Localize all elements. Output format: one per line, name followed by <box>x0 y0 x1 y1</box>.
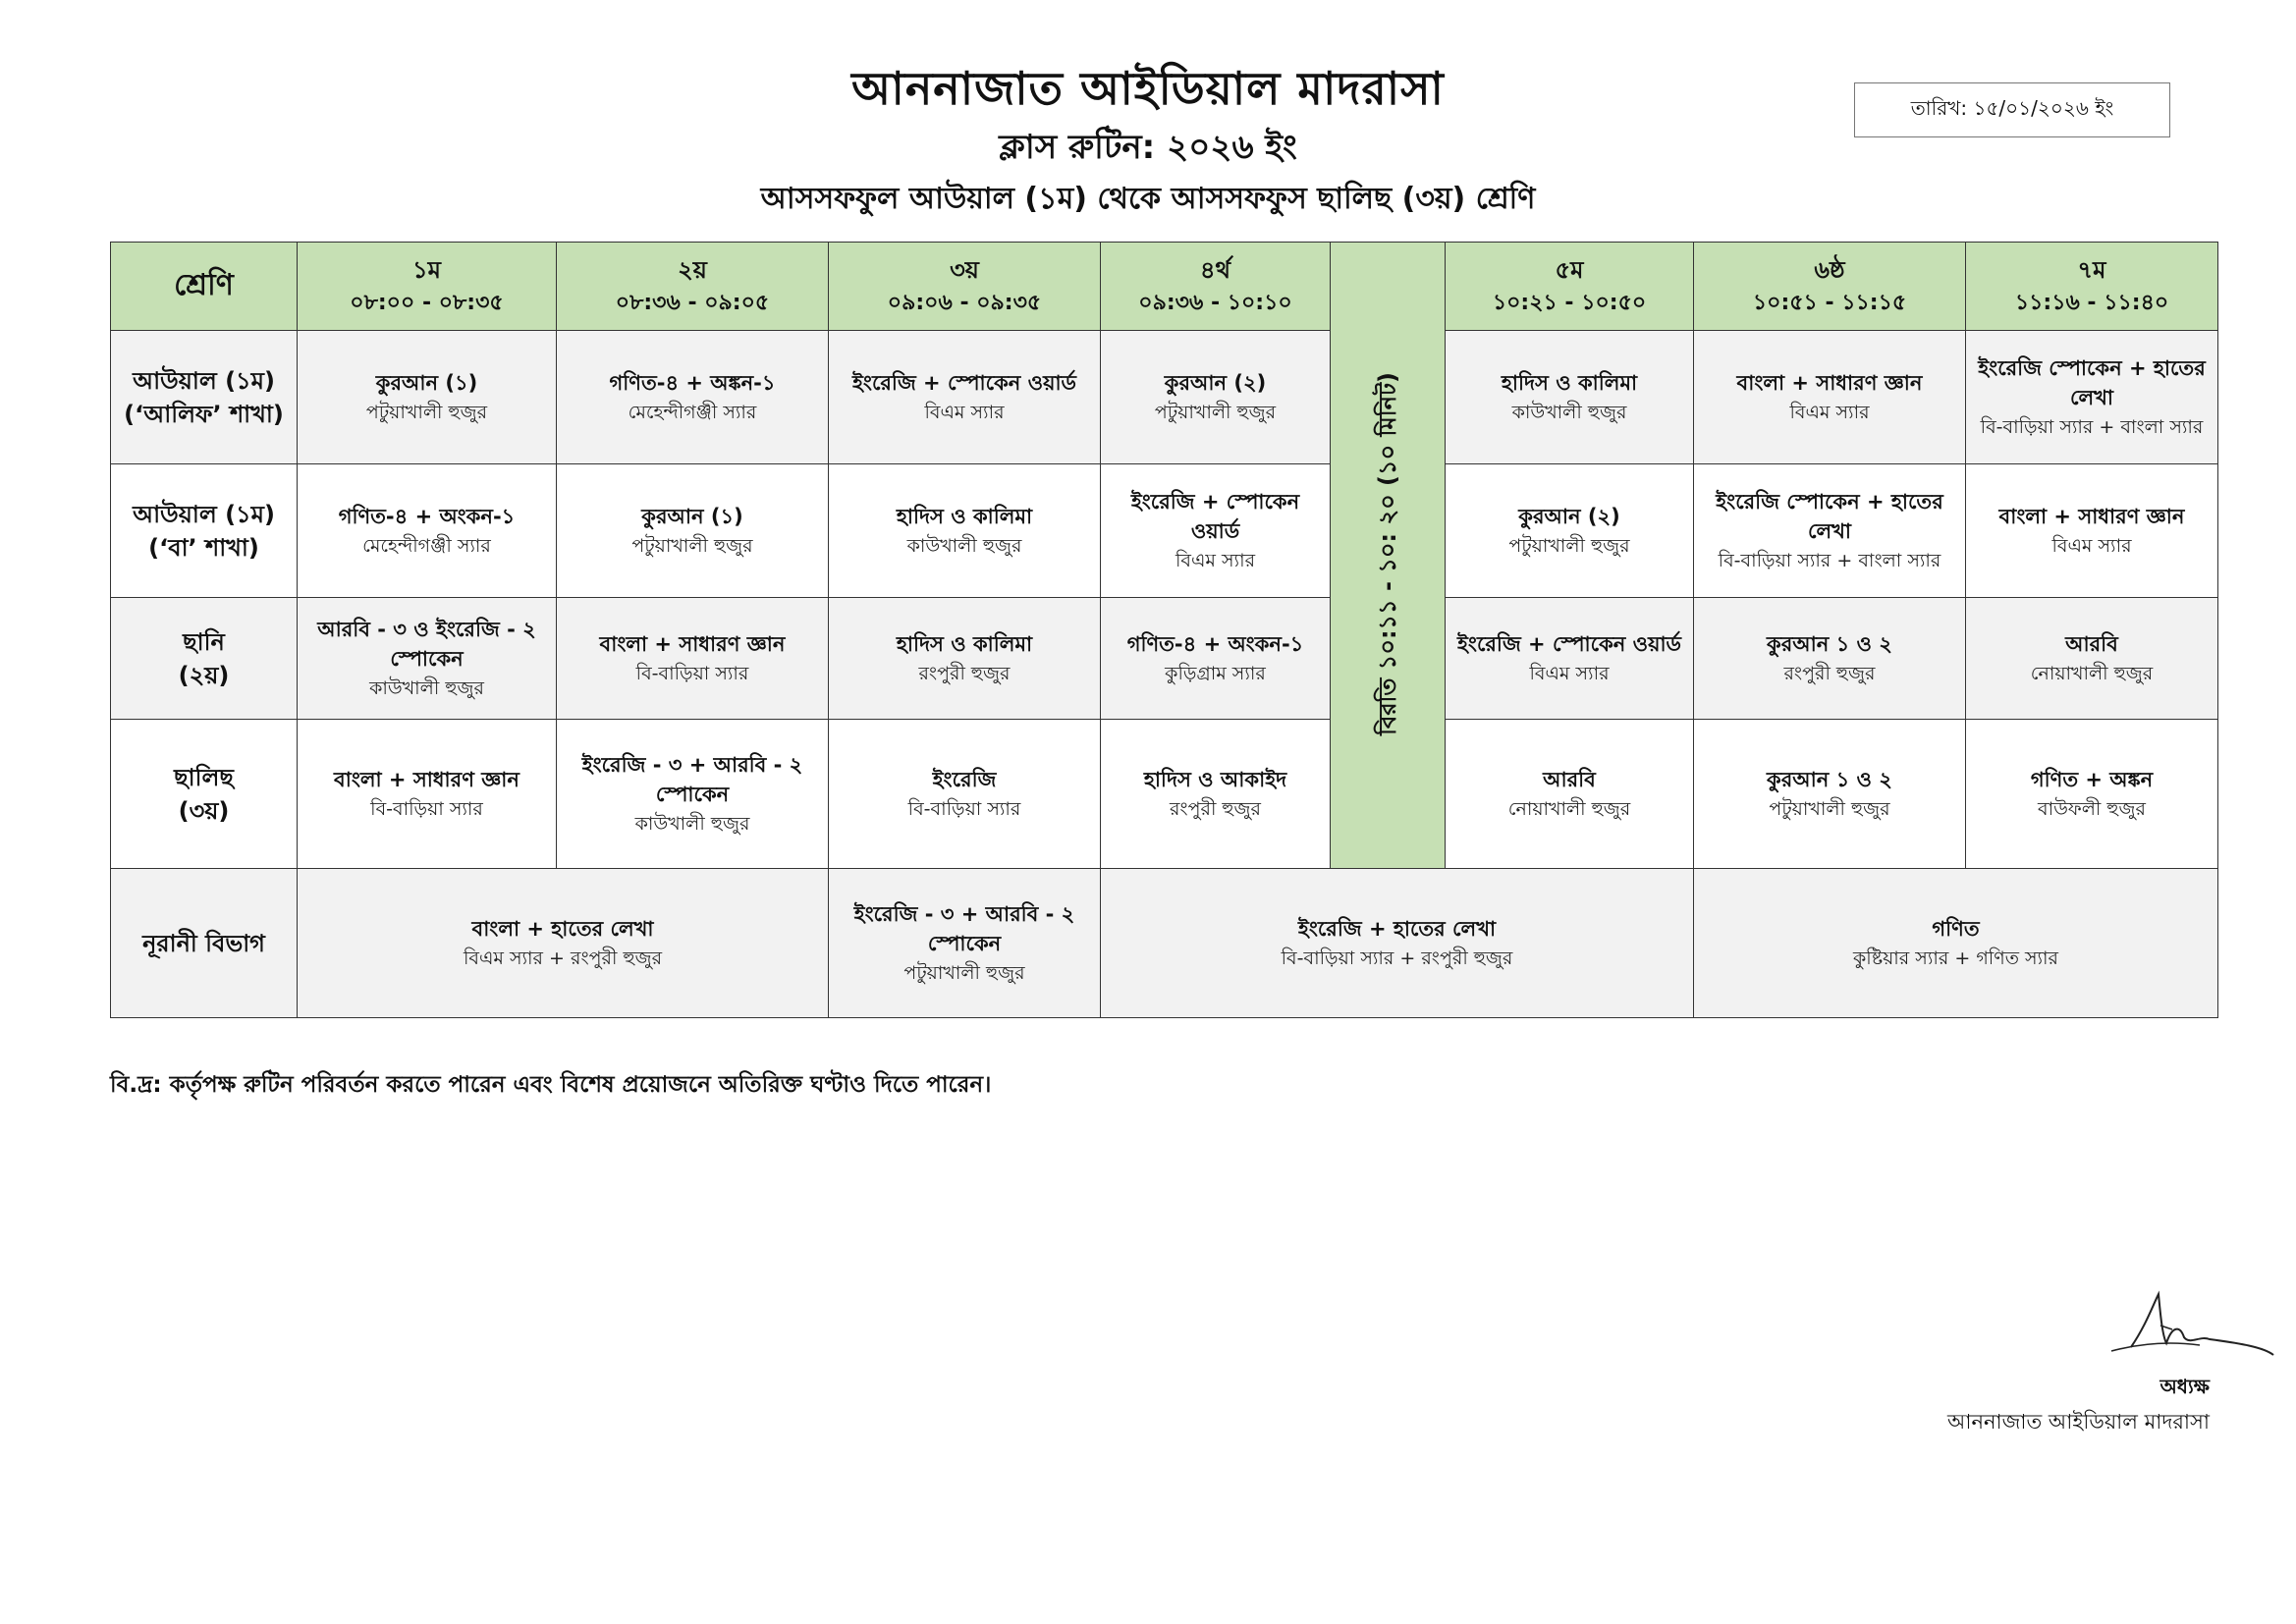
subject: গণিত-৪ + অংকন-১ <box>1126 631 1304 656</box>
class-header: শ্রেণি <box>174 268 234 302</box>
row-label-cell <box>111 720 298 869</box>
teacher: বিএম স্যার <box>2051 534 2132 557</box>
subject: কুরআন ১ ও ২ <box>1767 631 1892 656</box>
row-label: ছানি <box>183 627 225 656</box>
teacher: নোয়াখালী হুজুর <box>1507 797 1631 820</box>
subject: ইংরেজি + হাতের লেখা <box>1297 916 1497 941</box>
teacher: রংপুরী হুজুর <box>918 662 1011 684</box>
teacher: বিএম স্যার <box>924 401 1005 423</box>
teacher: কুড়িগ্রাম স্যার <box>1165 662 1266 684</box>
period-time: ০৮:০০ - ০৮:৩৫ <box>350 290 504 315</box>
teacher: পটুয়াখালী হুজুর <box>1154 401 1277 423</box>
subject: ইংরেজি + স্পোকেন ওয়ার্ড <box>1456 631 1681 656</box>
schedule-cell <box>1446 464 1694 598</box>
teacher: পটুয়াখালী হুজুর <box>365 401 488 423</box>
row-sublabel: (৩য়) <box>178 796 230 825</box>
schedule-cell <box>1694 598 1966 720</box>
table-row <box>111 464 2218 598</box>
subject: ইংরেজি স্পোকেন + হাতের লেখা <box>1978 355 2206 409</box>
teacher: বাউফলী হুজুর <box>2038 797 2146 820</box>
subject: হাদিস ও কালিমা <box>896 631 1033 656</box>
period-name: ৪র্থ <box>1199 255 1231 284</box>
row-label-cell <box>111 869 298 1018</box>
table-row <box>111 598 2218 720</box>
page-title: আননাজাত আইডিয়াল মাদরাসা <box>851 62 1445 115</box>
schedule-cell <box>557 331 829 464</box>
schedule-cell <box>298 331 557 464</box>
subject: গণিত-৪ + অংকন-১ <box>338 504 516 528</box>
teacher: বি-বাড়িয়া স্যার + বাংলা স্যার <box>1718 549 1941 571</box>
schedule-cell <box>829 331 1101 464</box>
schedule-cell <box>298 464 557 598</box>
subject: কুরআন ১ ও ২ <box>1767 767 1892 791</box>
subject: ইংরেজি + স্পোকেন ওয়ার্ড <box>851 370 1076 395</box>
schedule-cell <box>1101 464 1331 598</box>
teacher: বি-বাড়িয়া স্যার <box>635 662 749 684</box>
period-header-1 <box>298 243 557 331</box>
subject: বাংলা + সাধারণ জ্ঞান <box>1998 504 2185 528</box>
break-label: বিরতি ১০:১১ - ১০: ২০ (১০ মিনিট) <box>1374 371 1401 735</box>
period-header-2 <box>557 243 829 331</box>
teacher: বিএম স্যার <box>1175 549 1256 571</box>
schedule-cell <box>557 464 829 598</box>
teacher: নোয়াখালী হুজুর <box>2030 662 2154 684</box>
header-row <box>111 243 2218 331</box>
teacher: পটুয়াখালী হুজুর <box>1769 797 1890 820</box>
schedule-cell <box>1101 331 1331 464</box>
schedule-cell <box>298 720 557 869</box>
teacher: পটুয়াখালী হুজুর <box>631 534 753 557</box>
schedule-cell <box>1694 869 2218 1018</box>
subject: গণিত-৪ + অঙ্কন-১ <box>609 370 776 395</box>
table-row <box>111 720 2218 869</box>
subject: আরবি <box>2065 631 2118 656</box>
subject: হাদিস ও কালিমা <box>896 504 1033 528</box>
date-box <box>1854 82 2170 137</box>
row-sublabel: (‘আলিফ’ শাখা) <box>124 400 284 428</box>
teacher: মেহেন্দীগঞ্জী স্যার <box>362 534 491 557</box>
period-header-6 <box>1694 243 1966 331</box>
period-header-7 <box>1966 243 2218 331</box>
subject: বাংলা + সাধারণ জ্ঞান <box>599 631 786 656</box>
period-name: ৩য় <box>950 255 979 284</box>
schedule-cell <box>1446 720 1694 869</box>
signature-role: অধ্যক্ষ <box>2159 1375 2210 1398</box>
schedule-cell <box>298 869 829 1018</box>
teacher: কুষ্টিয়ার স্যার + গণিত স্যার <box>1852 947 2059 969</box>
row-label: আউয়াল (১ম) <box>133 366 275 395</box>
row-label: আউয়াল (১ম) <box>133 500 275 528</box>
period-header-4 <box>1101 243 1331 331</box>
period-name: ৭ম <box>2077 255 2106 284</box>
subject: ইংরেজি + স্পোকেন ওয়ার্ড <box>1130 489 1300 543</box>
period-header-5 <box>1446 243 1694 331</box>
schedule-cell <box>829 464 1101 598</box>
teacher: বিএম স্যার <box>1529 662 1610 684</box>
teacher: বি-বাড়িয়া স্যার + বাংলা স্যার <box>1980 415 2204 438</box>
schedule-cell <box>557 720 829 869</box>
teacher: কাউখালী হুজুর <box>634 812 750 835</box>
period-time: ০৯:৩৬ - ১০:১০ <box>1138 290 1292 315</box>
period-time: ০৮:৩৬ - ০৯:০৫ <box>615 290 770 315</box>
row-label: নূরানী বিভাগ <box>142 929 265 957</box>
subject: আরবি <box>1543 767 1596 791</box>
subject: আরবি - ৩ ও ইংরেজি - ২ স্পোকেন <box>317 617 536 671</box>
subject: বাংলা + সাধারণ জ্ঞান <box>334 767 519 791</box>
teacher: বি-বাড়িয়া স্যার <box>370 797 483 820</box>
class-range-subtitle: আসসফফুল আউয়াল (১ম) থেকে আসসফফুস ছালিছ (৩য়) শ্রেণি <box>760 182 1536 216</box>
schedule-cell <box>829 720 1101 869</box>
schedule-cell <box>1101 720 1331 869</box>
period-header-3 <box>829 243 1101 331</box>
teacher: কাউখালী হুজুর <box>1511 401 1627 423</box>
schedule-cell <box>1694 464 1966 598</box>
table-row <box>111 331 2218 464</box>
period-name: ৫ম <box>1555 255 1584 284</box>
schedule-cell <box>1446 331 1694 464</box>
subject: কুরআন (২) <box>1518 504 1620 528</box>
break-column <box>1331 243 1446 869</box>
subject: ইংরেজি - ৩ + আরবি - ২ স্পোকেন <box>853 901 1075 955</box>
period-name: ৬ষ্ঠ <box>1814 255 1845 284</box>
schedule-cell <box>1694 331 1966 464</box>
schedule-cell <box>1966 598 2218 720</box>
subject: ইংরেজি <box>932 767 997 791</box>
period-time: ১১:১৬ - ১১:৪০ <box>2014 290 2169 315</box>
teacher: মেহেন্দীগঞ্জী স্যার <box>628 401 757 423</box>
subject: হাদিস ও আকাইদ <box>1143 767 1287 791</box>
teacher: কাউখালী হুজুর <box>906 534 1022 557</box>
teacher: বিএম স্যার <box>1789 401 1870 423</box>
schedule-cell <box>1966 331 2218 464</box>
row-sublabel: (‘বা’ শাখা) <box>148 533 259 562</box>
schedule-cell <box>1966 464 2218 598</box>
period-name: ১ম <box>412 255 441 284</box>
subject: হাদিস ও কালিমা <box>1501 370 1638 395</box>
schedule-cell <box>1101 869 1694 1018</box>
class-header-cell <box>111 243 298 331</box>
routine-subtitle: ক্লাস রুটিন: ২০২৬ ইং <box>999 128 1297 167</box>
date-text: তারিখ: ১৫/০১/২০২৬ ইং <box>1910 95 2114 120</box>
period-time: ০৯:০৬ - ০৯:৩৫ <box>887 290 1042 315</box>
footnote: বি.দ্র: কর্তৃপক্ষ রুটিন পরিবর্তন করতে পারেন এবং বিশেষ প্রয়োজনে অতিরিক্ত ঘণ্টাও দিতে পারেন। <box>110 1072 992 1098</box>
teacher: কাউখালী হুজুর <box>369 677 484 699</box>
subject: কুরআন (১) <box>641 504 743 528</box>
subject: গণিত + অঙ্কন <box>2030 767 2154 791</box>
subject: বাংলা + সাধারণ জ্ঞান <box>1736 370 1923 395</box>
schedule-cell <box>1101 598 1331 720</box>
teacher: বি-বাড়িয়া স্যার <box>907 797 1021 820</box>
signature-org: আননাজাত আইডিয়াল মাদরাসা <box>1946 1410 2210 1434</box>
schedule-cell <box>1694 720 1966 869</box>
teacher: বি-বাড়িয়া স্যার + রংপুরী হুজুর <box>1281 947 1513 969</box>
nurani-row <box>111 869 2218 1018</box>
row-label: ছালিছ <box>174 763 234 791</box>
period-time: ১০:২১ - ১০:৫০ <box>1492 290 1647 315</box>
row-sublabel: (২য়) <box>178 661 230 689</box>
schedule-cell <box>1966 720 2218 869</box>
schedule-cell <box>1446 598 1694 720</box>
subject: গণিত <box>1932 916 1980 941</box>
row-label-cell <box>111 331 298 464</box>
routine-table <box>110 242 2218 1018</box>
schedule-cell <box>829 598 1101 720</box>
row-label-cell <box>111 464 298 598</box>
teacher: রংপুরী হুজুর <box>1169 797 1262 820</box>
period-name: ২য় <box>678 255 707 284</box>
teacher: পটুয়াখালী হুজুর <box>903 961 1025 984</box>
subject: ইংরেজি - ৩ + আরবি - ২ স্পোকেন <box>581 752 803 806</box>
subject: কুরআন (২) <box>1164 370 1267 395</box>
period-time: ১০:৫১ - ১১:১৫ <box>1752 290 1907 315</box>
schedule-cell <box>829 869 1101 1018</box>
subject: ইংরেজি স্পোকেন + হাতের লেখা <box>1716 489 1943 543</box>
schedule-cell <box>298 598 557 720</box>
teacher: পটুয়াখালী হুজুর <box>1508 534 1630 557</box>
row-label-cell <box>111 598 298 720</box>
subject: কুরআন (১) <box>375 370 478 395</box>
schedule-cell <box>557 598 829 720</box>
signature-icon <box>2102 1286 2278 1365</box>
subject: বাংলা + হাতের লেখা <box>471 916 654 941</box>
teacher: বিএম স্যার + রংপুরী হুজুর <box>463 947 663 969</box>
teacher: রংপুরী হুজুর <box>1783 662 1876 684</box>
